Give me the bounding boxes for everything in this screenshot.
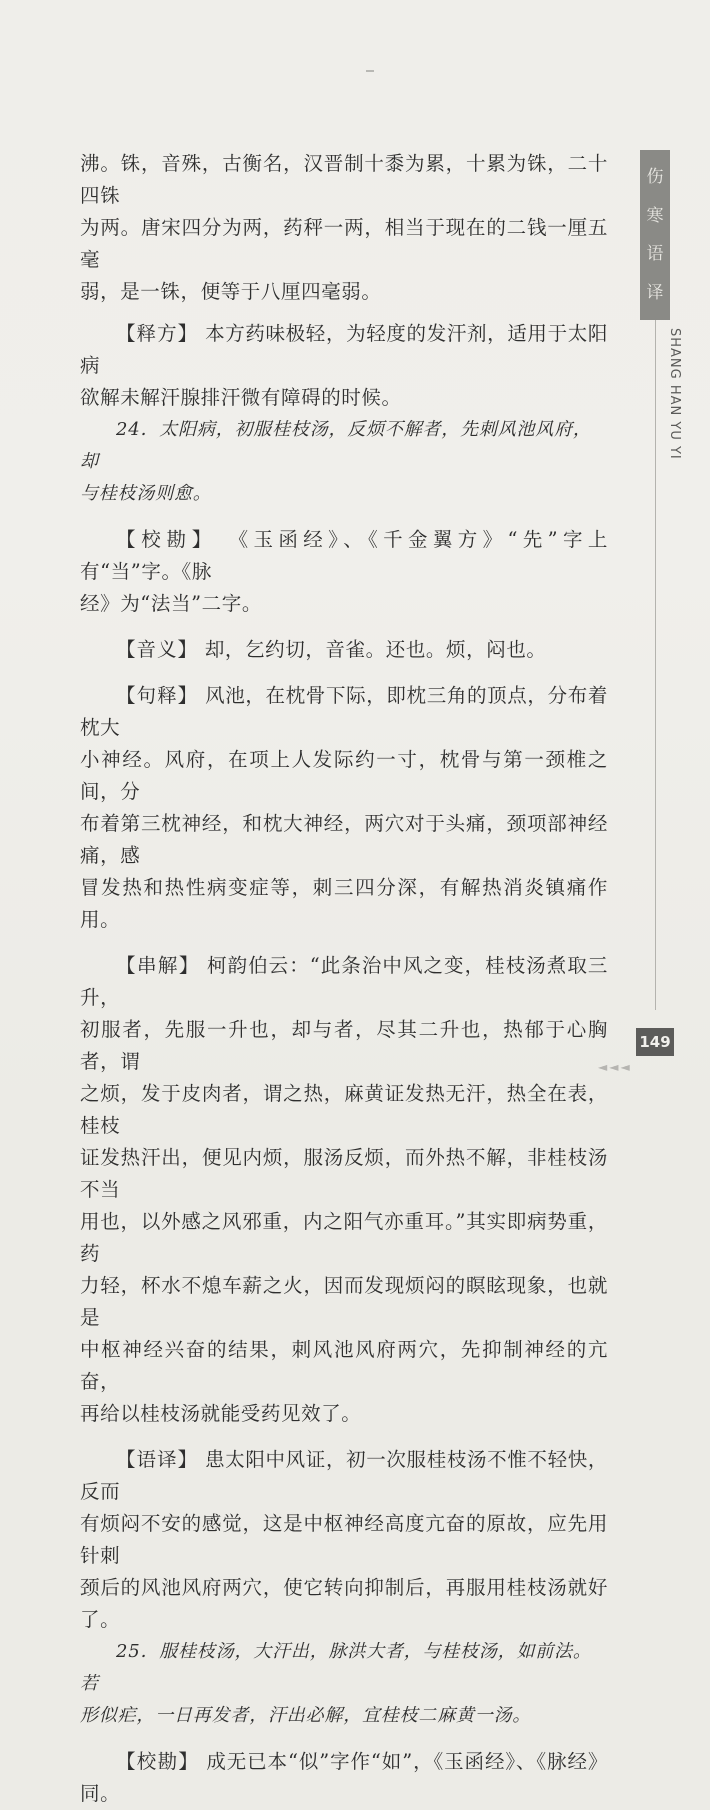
body-text xyxy=(80,148,608,1810)
tab-char: 语 xyxy=(646,244,664,265)
text-line: 与桂枝汤则愈。 xyxy=(80,483,212,504)
paragraph-jushi xyxy=(80,680,608,936)
text-line: 患太阳中风证，初一次服桂枝汤不惟不轻快，反而 xyxy=(80,1448,608,1503)
section-tag: 【释方】 xyxy=(116,322,199,345)
section-tag: 【音义】 xyxy=(116,638,199,661)
section-tag: 【串解】 xyxy=(116,954,200,977)
text-line: 用也，以外感之风邪重，内之阳气亦重耳。”其实即病势重，药 xyxy=(80,1210,608,1265)
paragraph-yinyi xyxy=(80,634,608,666)
chapter-pinyin: SHANG HAN YU YI xyxy=(667,328,682,460)
paragraph-yuyi xyxy=(80,1444,608,1636)
chapter-tab xyxy=(640,150,670,320)
paragraph-chuanjie xyxy=(80,950,608,1430)
clause-24 xyxy=(80,414,608,510)
text-line: 有烦闷不安的感觉，这是中枢神经高度亢奋的原故，应先用针刺 xyxy=(80,1512,608,1567)
text-line: 为两。唐宋四分为两，药秤一两，相当于现在的二钱一厘五毫 xyxy=(80,216,608,271)
section-tag: 【句释】 xyxy=(116,684,199,707)
text-line: 沸。铢，音殊，古衡名，汉晋制十黍为累，十累为铢，二十四铢 xyxy=(80,152,608,207)
text-line: 颈后的风池风府两穴，使它转向抑制后，再服用桂枝汤就好了。 xyxy=(80,1576,608,1631)
text-line: 力轻，杯水不熄车薪之火，因而发现烦闷的瞑眩现象，也就是 xyxy=(80,1274,608,1329)
text-line: 成无已本“似”字作“如”，《玉函经》、《脉经》同。 xyxy=(80,1750,608,1805)
text-line: 弱，是一铢，便等于八厘四毫弱。 xyxy=(80,280,382,303)
page-number: 149 xyxy=(636,1028,674,1056)
text-line: 之烦，发于皮肉者，谓之热，麻黄证发热无汗，热全在表，桂枝 xyxy=(80,1082,608,1137)
text-line: 25．服桂枝汤，大汗出，脉洪大者，与桂枝汤，如前法。若 xyxy=(80,1641,592,1694)
text-line: 再给以桂枝汤就能受药见效了。 xyxy=(80,1402,362,1425)
tab-char: 寒 xyxy=(646,205,664,226)
text-line: 24．太阳病，初服桂枝汤，反烦不解者，先刺风池风府，却 xyxy=(80,419,592,472)
section-tag: 【校勘】 xyxy=(116,1750,200,1773)
paragraph-jiaokan xyxy=(80,524,608,620)
text-line: 欲解未解汗腺排汗微有障碍的时候。 xyxy=(80,386,402,409)
text-line: 小神经。风府，在项上人发际约一寸，枕骨与第一颈椎之间，分 xyxy=(80,748,608,803)
tab-char: 伤 xyxy=(646,167,664,188)
paragraph-jiaokan-2 xyxy=(80,1746,608,1810)
section-tag: 【语译】 xyxy=(116,1448,199,1471)
text-line: 《玉函经》、《千金翼方》“先”字上有“当”字。《脉 xyxy=(80,528,608,583)
text-line: 风池，在枕骨下际，即枕三角的顶点，分布着枕大 xyxy=(80,684,608,739)
print-mark xyxy=(366,70,374,72)
text-line: 证发热汗出，便见内烦，服汤反烦，而外热不解，非桂枝汤不当 xyxy=(80,1146,608,1201)
text-line: 经》为“法当”二字。 xyxy=(80,592,262,615)
clause-25 xyxy=(80,1636,608,1732)
paragraph-shifang xyxy=(80,318,608,414)
tab-char: 译 xyxy=(646,282,664,303)
text-line: 本方药味极轻，为轻度的发汗剂，适用于太阳病 xyxy=(80,322,608,377)
text-line: 柯韵伯云：“此条治中风之变，桂枝汤煮取三升， xyxy=(80,954,608,1009)
paragraph xyxy=(80,148,608,308)
section-tag: 【校勘】 xyxy=(116,528,218,551)
text-line: 初服者，先服一升也，却与者，尽其二升也，热郁于心胸者，谓 xyxy=(80,1018,608,1073)
text-line: 形似疟，一日再发者，汗出必解，宜桂枝二麻黄一汤。 xyxy=(80,1705,532,1726)
text-line: 布着第三枕神经，和枕大神经，两穴对于头痛，颈项部神经痛，感 xyxy=(80,812,608,867)
arrow-marks: ◄◄◄ xyxy=(598,1060,632,1074)
text-line: 却，乞约切，音雀。还也。烦，闷也。 xyxy=(204,638,547,661)
text-line: 冒发热和热性病变症等，刺三四分深，有解热消炎镇痛作用。 xyxy=(80,876,608,931)
text-line: 中枢神经兴奋的结果，刺风池风府两穴，先抑制神经的亢奋， xyxy=(80,1338,608,1393)
